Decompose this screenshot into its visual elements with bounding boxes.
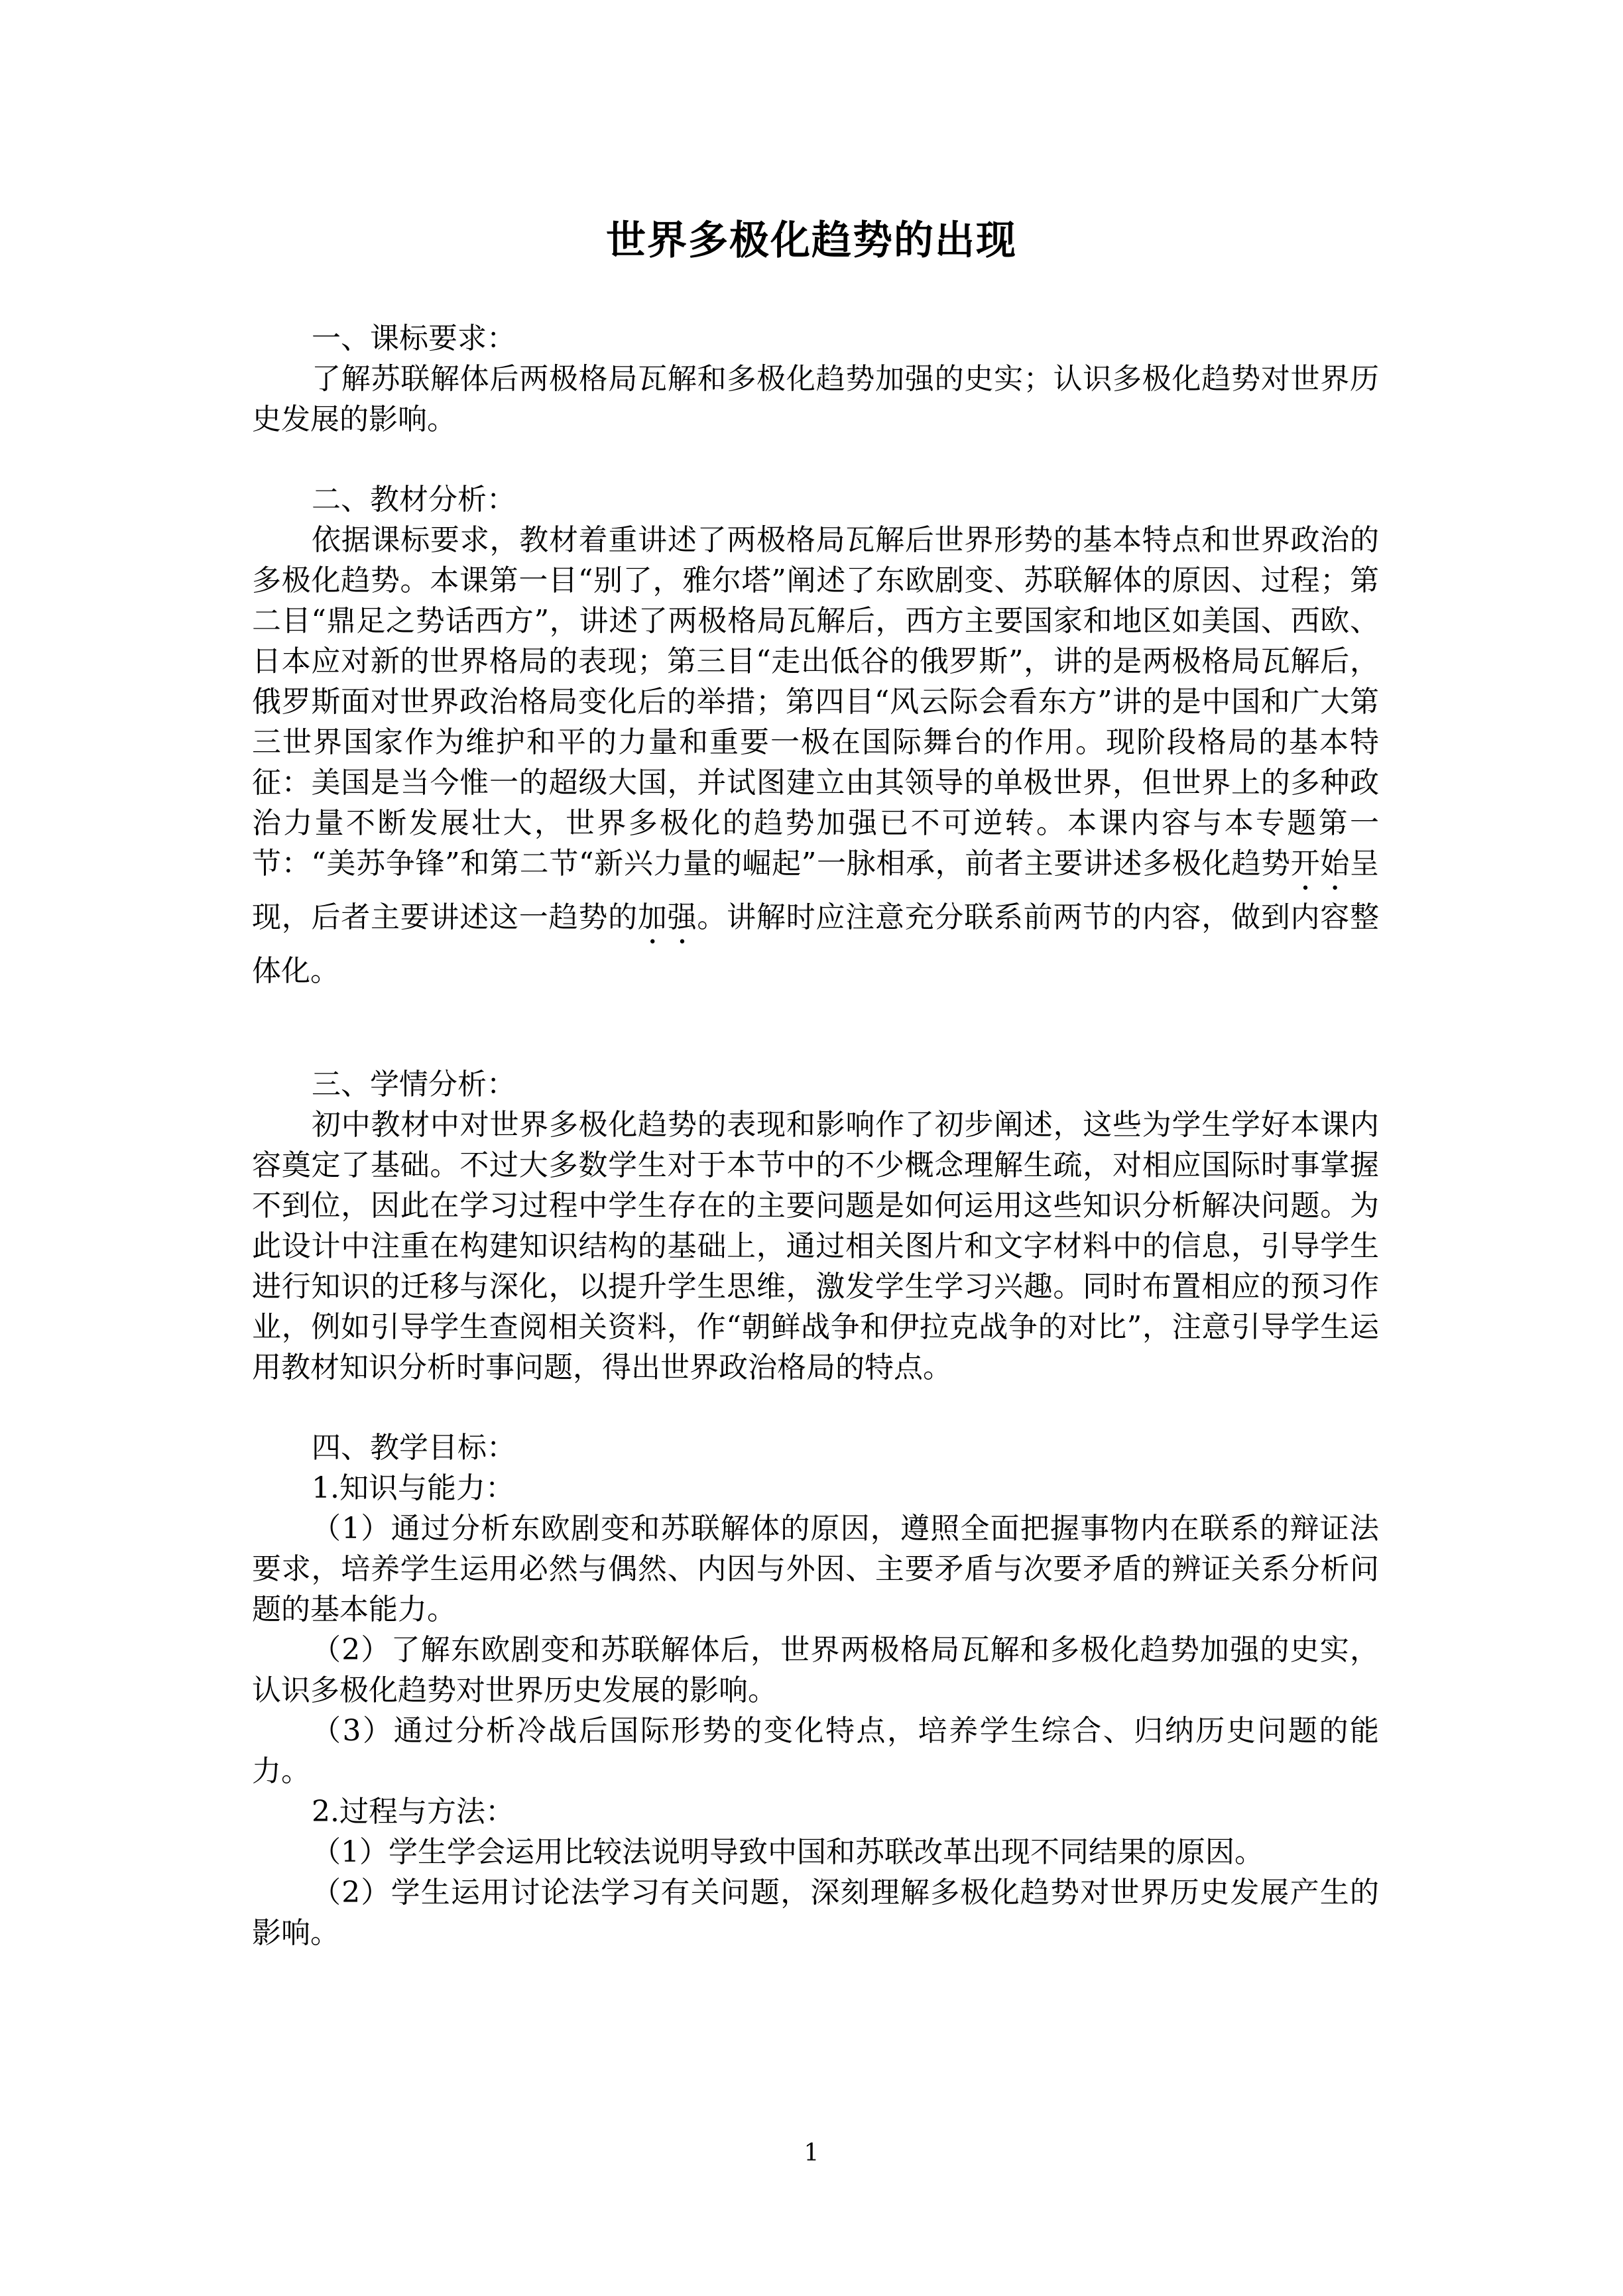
text-run: 。讲解时应注意充分联系前两节的内容，做到内容整体化。 — [252, 900, 1380, 988]
section-heading-curriculum: 一、课标要求： — [312, 322, 516, 355]
emphasized-text: 加强 — [637, 900, 697, 934]
subheading-process-method: 2.过程与方法： — [312, 1795, 514, 1829]
emphasized-text: 开始 — [1290, 847, 1350, 880]
spacer — [252, 440, 1379, 479]
goal-item: （1）通过分析东欧剧变和苏联解体的原因，遵照全面把握事物内在联系的辩证法要求，培养学生运用必然与偶然、内因与外因、主要矛盾与次要矛盾的辨证关系分析问题的基本能力。 — [252, 1512, 1379, 1626]
text-run: 呈现，后者主要讲述这一趋势的 — [252, 847, 1379, 934]
section-text-textbook-analysis — [252, 520, 1379, 991]
section-text-learner-analysis: 初中教材中对世界多极化趋势的表现和影响作了初步阐述，这些为学生学好本课内容奠定了基础。不过大多数学生对于本节中的不少概念理解生疏，对相应国际时事掌握不到位，因此在学习过程中学生存在的主要问题是如何运用这些知识分析解决问题。为此设计中注重在构建知识结构的基础上，通过相关图片和文字材料中的信息，引导学生进行知识的迁移与深化，以提升学生思维，激发学生学习兴趣。同时布置相应的预习作业，例如引导学生查阅相关资料，作“朝鲜战争和伊拉克战争的对比”，注意引导学生运用教材知识分析时事问题，得出世界政治格局的特点。 — [252, 1108, 1379, 1384]
page-title: 世界多极化趋势的出现 — [606, 217, 1017, 264]
spacer — [252, 991, 1379, 1064]
goal-item: （2）了解东欧剧变和苏联解体后，世界两极格局瓦解和多极化趋势加强的史实，认识多极化趋势对世界历史发展的影响。 — [252, 1633, 1379, 1707]
page-number: 1 — [804, 2140, 819, 2167]
goal-item: （2）学生运用讨论法学习有关问题，深刻理解多极化趋势对世界历史发展产生的影响。 — [252, 1876, 1379, 1950]
section-heading-teaching-goals: 四、教学目标： — [312, 1431, 516, 1465]
spacer — [252, 1388, 1379, 1427]
subheading-knowledge-ability: 1.知识与能力： — [312, 1471, 514, 1505]
text-run: 依据课标要求，教材着重讲述了两极格局瓦解后世界形势的基本特点和世界政治的多极化趋势。本课第一目“别了，雅尔塔”阐述了东欧剧变、苏联解体的原因、过程；第二目“鼎足之势话西方”，讲述了两极格局瓦解后，西方主要国家和地区如美国、西欧、日本应对新的世界格局的表现；第三目“走出低谷的俄罗斯”，讲的是两极格局瓦解后，俄罗斯面对世界政治格局变化后的举措；第四目“风云际会看东方”讲的是中国和广大第三世界国家作为维护和平的力量和重要一极在国际舞台的作用。现阶段格局的基本特征：美国是当今惟一的超级大国，并试图建立由其领导的单极世界，但世界上的多种政治力量不断发展壮大，世界多极化的趋势加强已不可逆转。本课内容与本专题第一节：“美苏争锋”和第二节“新兴力量的崛起”一脉相承，前者主要讲述多极化趋势 — [252, 523, 1379, 880]
document-body — [252, 318, 1379, 1953]
section-text-curriculum: 了解苏联解体后两极格局瓦解和多极化趋势加强的史实；认识多极化趋势对世界历史发展的影响。 — [252, 362, 1379, 436]
goal-item: （1）学生学会运用比较法说明导致中国和苏联改革出现不同结果的原因。 — [312, 1835, 1264, 1869]
section-heading-learner-analysis: 三、学情分析： — [312, 1067, 516, 1101]
section-heading-textbook-analysis: 二、教材分析： — [312, 483, 516, 516]
goal-item: （3）通过分析冷战后国际形势的变化特点，培养学生综合、归纳历史问题的能力。 — [252, 1714, 1379, 1788]
